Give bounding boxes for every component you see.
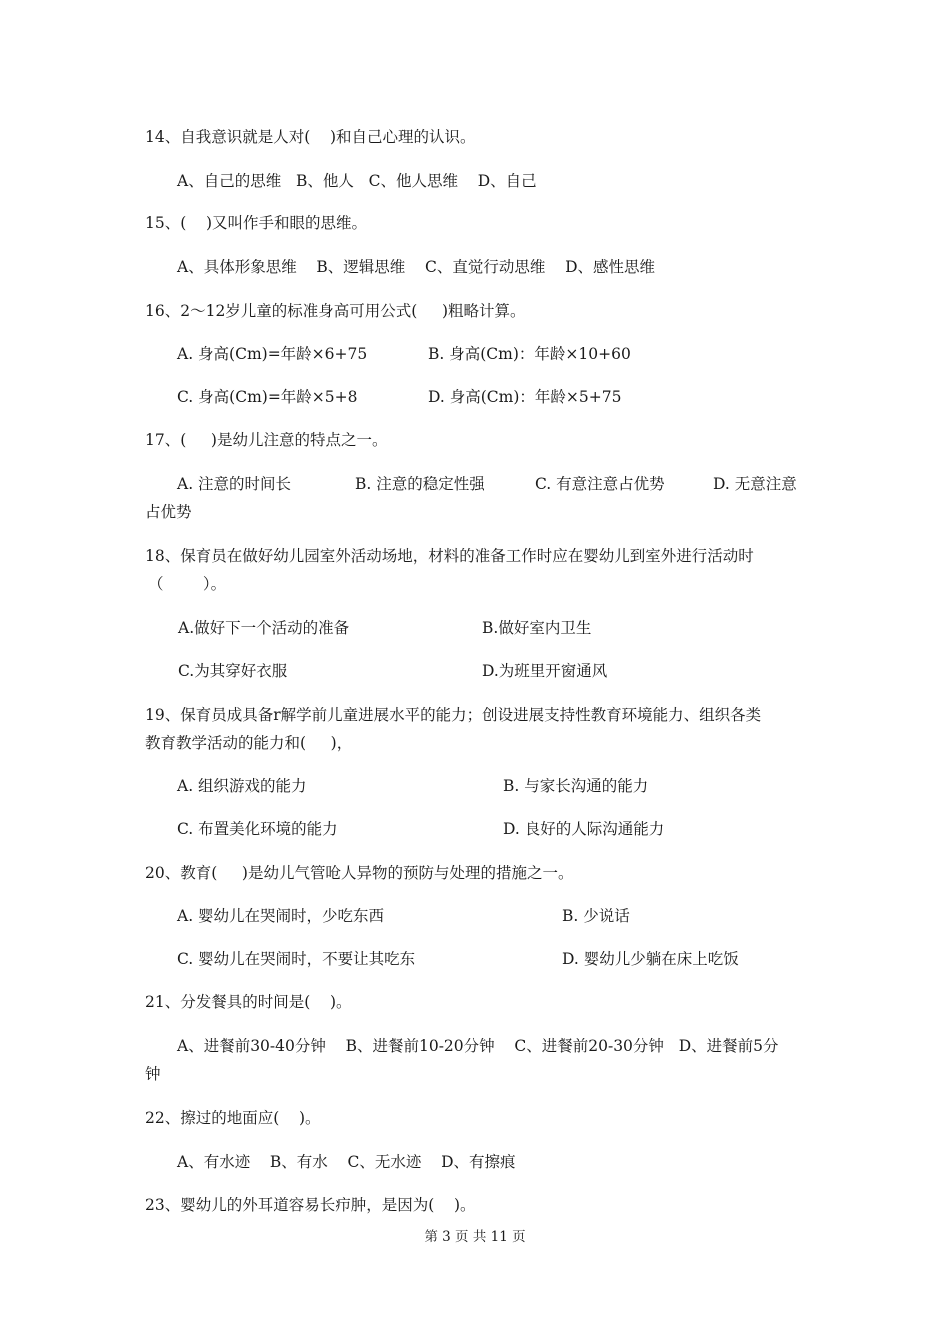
q23-stem: 23、婴幼儿的外耳道容易长疖肿，是因为( )。: [145, 1196, 476, 1214]
q22-stem: 22、擦过的地面应( )。: [145, 1109, 321, 1127]
q19-stem-line1: 19、保育员成具备r解学前儿童进展水平的能力；创设进展支持性教育环境能力、组织各类: [145, 706, 762, 724]
q22-options: A、有水迹 B、有水 C、无水迹 D、有擦痕: [177, 1153, 516, 1171]
q20-option-d: D. 婴幼儿少躺在床上吃饭: [562, 950, 739, 968]
q16-option-a: A. 身高(Cm)=年龄×6+75: [177, 345, 368, 363]
q16-stem: 16、2～12岁儿童的标准身高可用公式( )粗略计算。: [145, 302, 526, 320]
q18-stem-line1: 18、保育员在做好幼儿园室外活动场地，材料的准备工作时应在婴幼儿到室外进行活动时: [145, 547, 754, 565]
q19-option-a: A. 组织游戏的能力: [177, 777, 307, 795]
q21-stem: 21、分发餐具的时间是( )。: [145, 993, 352, 1011]
q17-option-a: A. 注意的时间长: [177, 475, 292, 493]
q20-option-c: C. 婴幼儿在哭闹时，不要让其吃东: [177, 950, 416, 968]
q20-stem: 20、教育( )是幼儿气管呛人异物的预防与处理的措施之一。: [145, 864, 574, 882]
q20-option-a: A. 婴幼儿在哭闹时，少吃东西: [177, 907, 385, 925]
q19-option-d: D. 良好的人际沟通能力: [503, 820, 665, 838]
q18-stem-line2: （ ）。: [148, 575, 227, 593]
q17-stem: 17、( )是幼儿注意的特点之一。: [145, 431, 388, 449]
q18-option-b: B.做好室内卫生: [482, 619, 592, 637]
q16-option-b: B. 身高(Cm)：年龄×10+60: [428, 345, 631, 363]
q15-stem: 15、( )又叫作手和眼的思维。: [145, 214, 368, 232]
q18-option-a: A.做好下一个活动的准备: [178, 619, 350, 637]
q18-option-d: D.为班里开窗通风: [482, 662, 608, 680]
q14-stem: 14、自我意识就是人对( )和自己心理的认识。: [145, 128, 476, 146]
q21-options-continued: 钟: [145, 1065, 161, 1083]
q18-option-c: C.为其穿好衣服: [178, 662, 288, 680]
q17-option-c: C. 有意注意占优势: [535, 475, 665, 493]
q19-stem-line2: 教育教学活动的能力和( )，: [145, 734, 353, 752]
q16-option-c: C. 身高(Cm)=年龄×5+8: [177, 388, 358, 406]
page-number: 第 3 页 共 11 页: [424, 1229, 526, 1245]
q17-option-d: D. 无意注意: [713, 475, 797, 493]
q19-option-b: B. 与家长沟通的能力: [503, 777, 649, 795]
q16-option-d: D. 身高(Cm)：年龄×5+75: [428, 388, 622, 406]
q20-option-b: B. 少说话: [562, 907, 630, 925]
q14-options: A、自己的思维 B、他人 C、他人思维 D、自己: [177, 172, 537, 190]
q15-options: A、具体形象思维 B、逻辑思维 C、直觉行动思维 D、感性思维: [177, 258, 655, 276]
q17-option-d-continued: 占优势: [145, 503, 192, 521]
q21-options: A、进餐前30-40分钟 B、进餐前10-20分钟 C、进餐前20-30分钟 D、进餐前5分: [177, 1037, 779, 1055]
q17-option-b: B. 注意的稳定性强: [355, 475, 485, 493]
q19-option-c: C. 布置美化环境的能力: [177, 820, 338, 838]
